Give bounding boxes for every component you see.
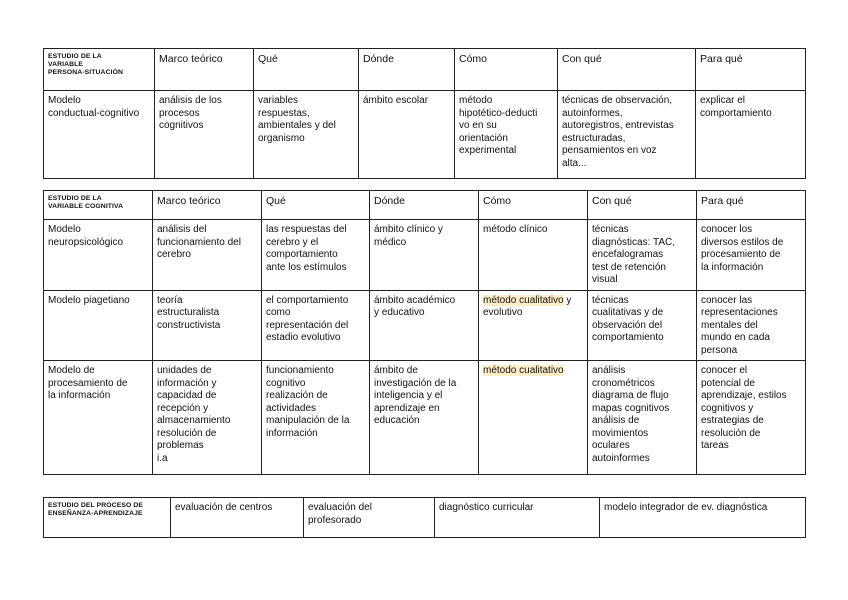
- table-row: [44, 290, 806, 361]
- text-highlight: método cualitativo: [483, 365, 564, 376]
- table-cell: diagnóstico curricular: [435, 498, 600, 538]
- header-cell: Dónde: [370, 191, 479, 220]
- table-cell: método clínico: [479, 220, 588, 291]
- ensenanza-aprendizaje-table: [43, 497, 806, 538]
- text-highlight: método cualitativo: [483, 294, 564, 306]
- table-cell: conocer el potencial de aprendizaje, estilos cognitivos y estrategias de resolución de tareas: [697, 361, 806, 475]
- variable-cognitiva-table: [43, 190, 806, 475]
- persona-situacion-table: [43, 48, 806, 179]
- table-cell: explicar el comportamiento: [696, 91, 806, 179]
- highlighted-cell: [479, 361, 588, 475]
- table-header-row: [44, 191, 806, 220]
- header-cell: Con qué: [558, 49, 696, 91]
- table-cell: técnicas de observación, autoinformes, autoregistros, entrevistas estructuradas, pensamientos en voz alta...: [558, 91, 696, 179]
- table-cell: conocer las representaciones mentales del mundo en cada persona: [697, 290, 806, 361]
- table-cell: evaluación de centros: [171, 498, 304, 538]
- header-cell: Marco teórico: [153, 191, 262, 220]
- table-cell: modelo integrador de ev. diagnóstica: [600, 498, 806, 538]
- table-cell: ámbito clínico y médico: [370, 220, 479, 291]
- table-header-row: [44, 49, 806, 91]
- header-cell: Cómo: [455, 49, 558, 91]
- table-cell: análisis de los procesos cognitivos: [155, 91, 254, 179]
- table-cell: evaluación del profesorado: [304, 498, 435, 538]
- table-cell: funcionamiento cognitivo realización de actividades manipulación de la información: [262, 361, 370, 475]
- table-cell: Modelo piagetiano: [44, 290, 153, 361]
- table-title-cell: ESTUDIO DE LA VARIABLE PERSONA-SITUACIÓN: [44, 49, 155, 91]
- header-cell: Qué: [254, 49, 359, 91]
- table-cell: Modelo de procesamiento de la información: [44, 361, 153, 475]
- header-cell: Marco teórico: [155, 49, 254, 91]
- table-cell: teoría estructuralista constructivista: [153, 290, 262, 361]
- header-cell: Cómo: [479, 191, 588, 220]
- table-cell: análisis cronométricos diagrama de flujo mapas cognitivos análisis de movimientos oculares autoinformes: [588, 361, 697, 475]
- table-cell: técnicas diagnósticas: TAC, encefalogramas test de retención visual: [588, 220, 697, 291]
- table-cell: ámbito de investigación de la inteligencia y el aprendizaje en educación: [370, 361, 479, 475]
- table-row: [44, 361, 806, 475]
- header-cell: Para qué: [697, 191, 806, 220]
- header-cell: Dónde: [359, 49, 455, 91]
- highlighted-cell: método cualitativo y evolutivo: [479, 290, 588, 361]
- table-title-cell: ESTUDIO DE LA VARIABLE COGNITIVA: [44, 191, 153, 220]
- table-cell: unidades de información y capacidad de recepción y almacenamiento resolución de problemas i.a: [153, 361, 262, 475]
- table-cell: las respuestas del cerebro y el comportamiento ante los estímulos: [262, 220, 370, 291]
- table-row: [44, 220, 806, 291]
- table-cell: variables respuestas, ambientales y del organismo: [254, 91, 359, 179]
- table-title-cell: ESTUDIO DEL PROCESO DE ENSEÑANZA-APRENDIZAJE: [44, 498, 171, 538]
- table-cell: ámbito escolar: [359, 91, 455, 179]
- table-cell: conocer los diversos estilos de procesamiento de la información: [697, 220, 806, 291]
- table-cell: análisis del funcionamiento del cerebro: [153, 220, 262, 291]
- table-cell: método hipotético-deducti vo en su orientación experimental: [455, 91, 558, 179]
- table-row: [44, 91, 806, 179]
- header-cell: Qué: [262, 191, 370, 220]
- table-cell: técnicas cualitativas y de observación del comportamiento: [588, 290, 697, 361]
- table-cell: ámbito académico y educativo: [370, 290, 479, 361]
- table-cell: el comportamiento como representación del estadio evolutivo: [262, 290, 370, 361]
- table-cell: Modelo conductual-cognitivo: [44, 91, 155, 179]
- header-cell: Para qué: [696, 49, 806, 91]
- header-cell: Con qué: [588, 191, 697, 220]
- table-row: [44, 498, 806, 538]
- table-cell: Modelo neuropsicológico: [44, 220, 153, 291]
